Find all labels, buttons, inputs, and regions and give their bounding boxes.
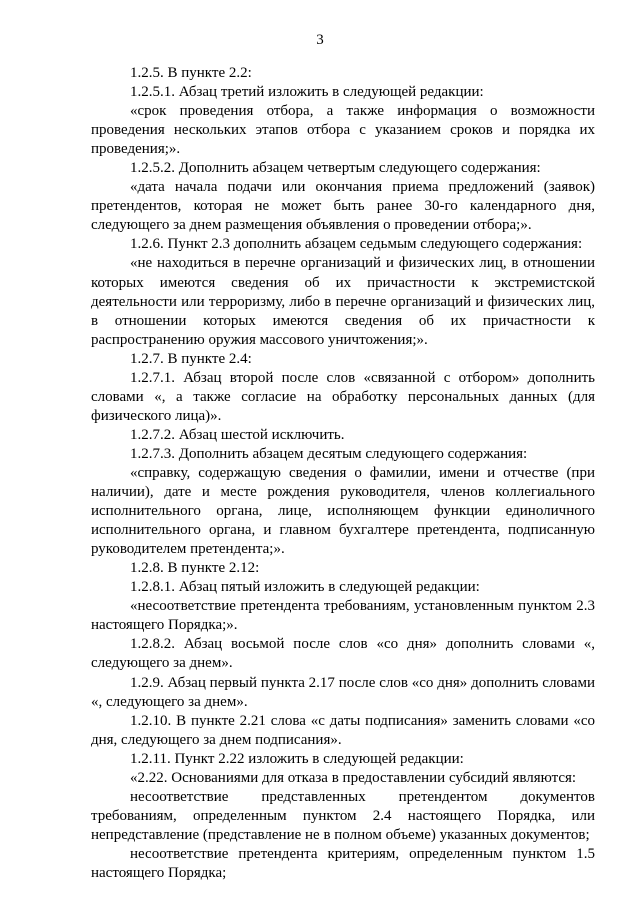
page-number: 3 — [316, 32, 324, 48]
paragraph: 1.2.5. В пункте 2.2: — [130, 65, 252, 81]
paragraph: 1.2.6. Пункт 2.3 дополнить абзацем седьмым следующего содержания: — [130, 236, 583, 253]
paragraph: несоответствие претендента критериям, определенным пунктом 1.5 настоящего Порядка; — [91, 845, 595, 881]
paragraph: 1.2.7.2. Абзац шестой исключить. — [130, 426, 345, 443]
paragraph: 1.2.5.1. Абзац третий изложить в следующей редакции: — [130, 84, 484, 101]
paragraph: 1.2.8.1. Абзац пятый изложить в следующей редакции: — [130, 579, 480, 596]
paragraph: 1.2.7. В пункте 2.4: — [130, 350, 252, 367]
paragraph: 1.2.10. В пункте 2.21 слова «с даты подписания» заменить словами «со дня, следующего за днем подписания». — [91, 712, 595, 748]
paragraph: 1.2.8. В пункте 2.12: — [130, 560, 260, 577]
paragraph: «дата начала подачи или окончания приема предложений (заявок) претендентов, которая не может быть ранее 30-го календарного дня, следующего за днем размещения объявления о проведении отбора;». — [91, 179, 595, 234]
paragraph: «несоответствие претендента требованиям, установленным пунктом 2.3 настоящего Порядка;». — [91, 598, 595, 634]
paragraph: «2.22. Основаниями для отказа в предоставлении субсидий являются: — [130, 769, 577, 786]
document-body — [91, 64, 595, 883]
paragraph: несоответствие представленных претендентом документов требованиям, определенным пунктом 2.4 настоящего Порядка, или непредставление (представление не в полном объеме) указанных документов; — [91, 788, 595, 843]
paragraph: «не находиться в перечне организаций и физических лиц, в отношении которых имеются сведения об их причастности к экстремистской деятельности или терроризму, либо в перечне организаций и физических лиц, в отношении которых имеются сведения об их причастности к распространению оружия массового уничтожения;». — [91, 255, 595, 348]
paragraph: «справку, содержащую сведения о фамилии, имени и отчестве (при наличии), дате и месте рождения руководителя, членов коллегиального исполнительного органа, лице, исполняющем функции единоличного исполнительного органа, и главном бухгалтере претендента, подписанную руководителем претендента;». — [91, 464, 595, 558]
paragraph: 1.2.7.1. Абзац второй после слов «связанной с отбором» дополнить словами «, а также согласие на обработку персональных данных (для физического лица)». — [91, 369, 595, 424]
paragraph: 1.2.8.2. Абзац восьмой после слов «со дня» дополнить словами «, следующего за днем». — [91, 636, 595, 672]
paragraph: «срок проведения отбора, а также информация о возможности проведения нескольких этапов отбора с указанием сроков и порядка их проведения;». — [91, 103, 595, 158]
paragraph: 1.2.5.2. Дополнить абзацем четвертым следующего содержания: — [130, 160, 541, 177]
paragraph: 1.2.11. Пункт 2.22 изложить в следующей редакции: — [130, 750, 464, 767]
paragraph: 1.2.9. Абзац первый пункта 2.17 после слов «со дня» дополнить словами «, следующего за днем». — [91, 674, 595, 710]
paragraph: 1.2.7.3. Дополнить абзацем десятым следующего содержания: — [130, 445, 528, 462]
